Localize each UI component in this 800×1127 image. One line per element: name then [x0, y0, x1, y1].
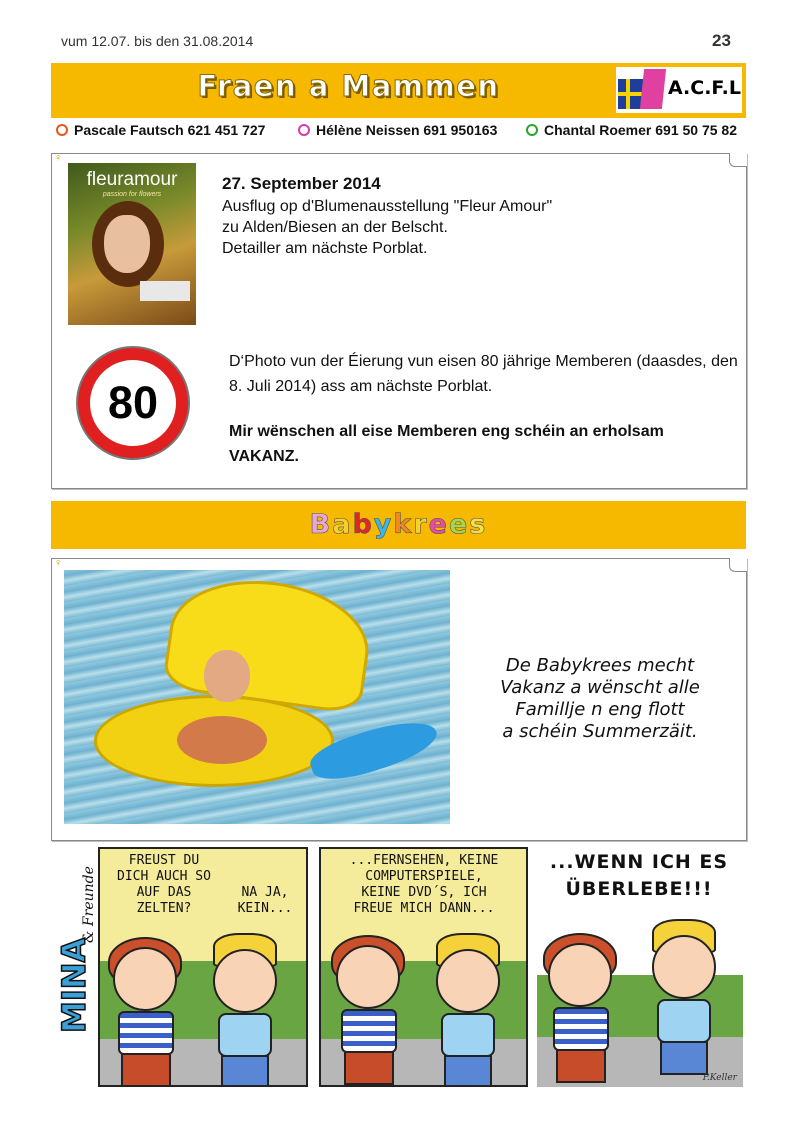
title-letter: e — [448, 509, 470, 540]
freunde-logo: & Freunde — [81, 866, 97, 943]
poster-subtitle: passion for flowers — [102, 191, 162, 198]
holiday-wish: Mir wënschen all eise Memberen eng schéin an erholsam VAKANZ. — [229, 423, 664, 465]
pin-icon: ♀ — [54, 557, 63, 569]
mina-logo: MINA — [55, 937, 93, 1033]
poster-dates-box — [140, 281, 190, 301]
float-canopy — [162, 570, 377, 715]
sign-number: 80 — [90, 360, 176, 446]
comic-panel-2 — [319, 847, 528, 1087]
comic-panel-1 — [98, 847, 308, 1087]
section-banner-babykrees — [51, 501, 746, 549]
contact-pascale — [56, 122, 265, 138]
ring-hole — [177, 716, 267, 764]
pin-icon: ♀ — [54, 152, 63, 164]
acfl-logo — [616, 67, 742, 113]
title-letter: k — [393, 509, 414, 540]
pool-photo — [64, 570, 450, 824]
title-letter: a — [332, 509, 353, 540]
title-letter: y — [373, 509, 394, 540]
comic-side-title — [51, 843, 97, 1093]
card-babykrees — [51, 558, 747, 841]
speech-bubble: NA JA, KEIN... — [237, 885, 293, 916]
speech-bubble: ...WENN ICH ES ÜBERLEBE!!! — [549, 851, 729, 900]
section-title-fraen: Fraen a Mammen — [197, 69, 500, 103]
phone-icon — [56, 124, 68, 136]
page-number: 23 — [712, 31, 731, 50]
section-title-babykrees — [51, 509, 746, 540]
card-fraen — [51, 153, 747, 489]
logo-text: A.C.F.L — [668, 77, 741, 99]
float-fin — [306, 711, 442, 789]
contact-text: Chantal Roemer 691 50 75 82 — [544, 122, 737, 138]
poster-title: fleuramour — [86, 169, 178, 190]
event-date: 27. September 2014 — [222, 174, 381, 193]
poster-face — [104, 215, 150, 273]
speech-bubble: FREUST DU DICH AUCH SO AUF DAS ZELTEN? — [117, 853, 211, 916]
contact-chantal — [526, 122, 737, 138]
photo-note: D‘Photo vun der Éierung vun eisen 80 jährige Memberen (daasdes, den 8. Juli 2014) ass am nächste Porblat. — [229, 353, 738, 395]
title-letter: s — [469, 509, 488, 540]
event-text: Ausflug op d'Blumenausstellung "Fleur Amour" zu Alden/Biesen an der Belscht. Detailler am nächste Porblat. — [222, 198, 553, 257]
title-letter: r — [413, 509, 429, 540]
title-letter: B — [309, 509, 333, 540]
speed-sign-80 — [76, 346, 190, 460]
phone-icon — [298, 124, 310, 136]
artist-signature: P.Keller — [702, 1073, 737, 1083]
page-curl — [729, 153, 747, 167]
fleuramour-poster — [68, 163, 196, 325]
babykrees-text: De Babykrees mecht Vakanz a wënscht alle Famillje n eng flott a schéin Summerzäit. — [500, 655, 700, 742]
header-date: vum 12.07. bis den 31.08.2014 — [61, 33, 254, 49]
contact-text: Pascale Fautsch 621 451 727 — [74, 122, 266, 138]
page-curl — [729, 558, 747, 572]
logo-graphic — [640, 69, 666, 109]
comic-panel-3 — [537, 847, 743, 1087]
section-banner-fraen — [51, 63, 746, 118]
contact-text: Hélène Neissen 691 950163 — [316, 122, 498, 138]
baby-face — [204, 650, 250, 702]
title-letter: b — [352, 509, 374, 540]
contact-helene — [298, 122, 497, 138]
contacts-row — [56, 122, 746, 142]
speech-bubble: ...FERNSEHEN, KEINE COMPUTERSPIELE, KEINE DVD´S, ICH FREUE MICH DANN... — [349, 853, 499, 916]
comic-strip — [51, 843, 747, 1093]
title-letter: e — [428, 509, 449, 540]
float-ring — [94, 695, 334, 787]
phone-icon — [526, 124, 538, 136]
